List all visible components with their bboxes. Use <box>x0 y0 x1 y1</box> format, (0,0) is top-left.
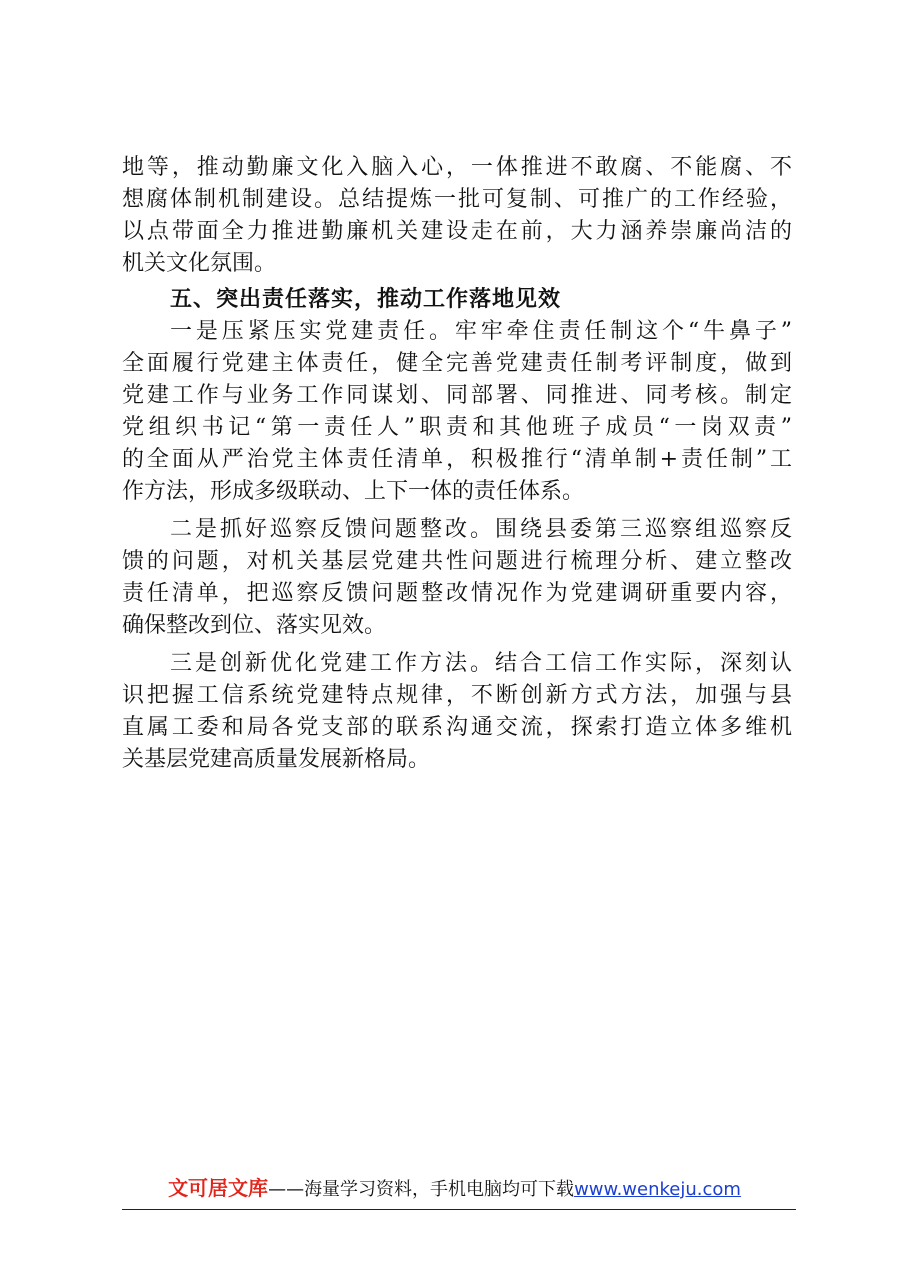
paragraph-line: 机关文化氛围。 <box>122 251 277 276</box>
footer-tagline: ——海量学习资料，手机电脑均可下载 <box>268 1179 575 1200</box>
paragraph-line: 确保整改到位、落实见效。 <box>122 613 387 638</box>
paragraph-line: 二是抓好巡察反馈问题整改。围绕县委第三巡察组巡察反 <box>170 517 792 542</box>
footer-divider <box>122 1209 796 1210</box>
paragraph-line: 直属工委和局各党支部的联系沟通交流，探索打造立体多维机 <box>122 715 792 740</box>
paragraph-line: 三是创新优化党建工作方法。结合工信工作实际，深刻认 <box>170 651 792 676</box>
footer-brand: 文可居文库 <box>168 1176 269 1200</box>
paragraph-line: 以点带面全力推进勤廉机关建设走在前，大力涵养崇廉尚洁的 <box>122 219 792 244</box>
paragraph-line: 地等，推动勤廉文化入脑入心，一体推进不敢腐、不能腐、不 <box>122 155 792 180</box>
paragraph-line: 党组织书记“第一责任人”职责和其他班子成员“一岗双责” <box>122 415 792 440</box>
paragraph-line: 的全面从严治党主体责任清单，积极推行“清单制+责任制”工 <box>122 447 792 472</box>
paragraph-line: 一是压紧压实党建责任。牢牢牵住责任制这个“牛鼻子” <box>170 319 792 344</box>
paragraph-line: 想腐体制机制建设。总结提炼一批可复制、可推广的工作经验， <box>122 187 792 212</box>
paragraph-line: 责任清单，把巡察反馈问题整改情况作为党建调研重要内容， <box>122 581 792 606</box>
page-footer <box>0 1176 909 1202</box>
paragraph-line: 馈的问题，对机关基层党建共性问题进行梳理分析、建立整改 <box>122 549 792 574</box>
paragraph-line: 全面履行党建主体责任，健全完善党建责任制考评制度，做到 <box>122 351 792 376</box>
paragraph-line: 识把握工信系统党建特点规律，不断创新方式方法，加强与县 <box>122 683 792 708</box>
footer-url-link[interactable]: www.wenkeju.com <box>574 1179 741 1200</box>
paragraph-line: 党建工作与业务工作同谋划、同部署、同推进、同考核。制定 <box>122 383 792 408</box>
section-heading: 五、突出责任落实，推动工作落地见效 <box>170 287 562 312</box>
paragraph-line: 关基层党建高质量发展新格局。 <box>122 747 431 772</box>
paragraph-line: 作方法，形成多级联动、上下一体的责任体系。 <box>122 479 585 504</box>
